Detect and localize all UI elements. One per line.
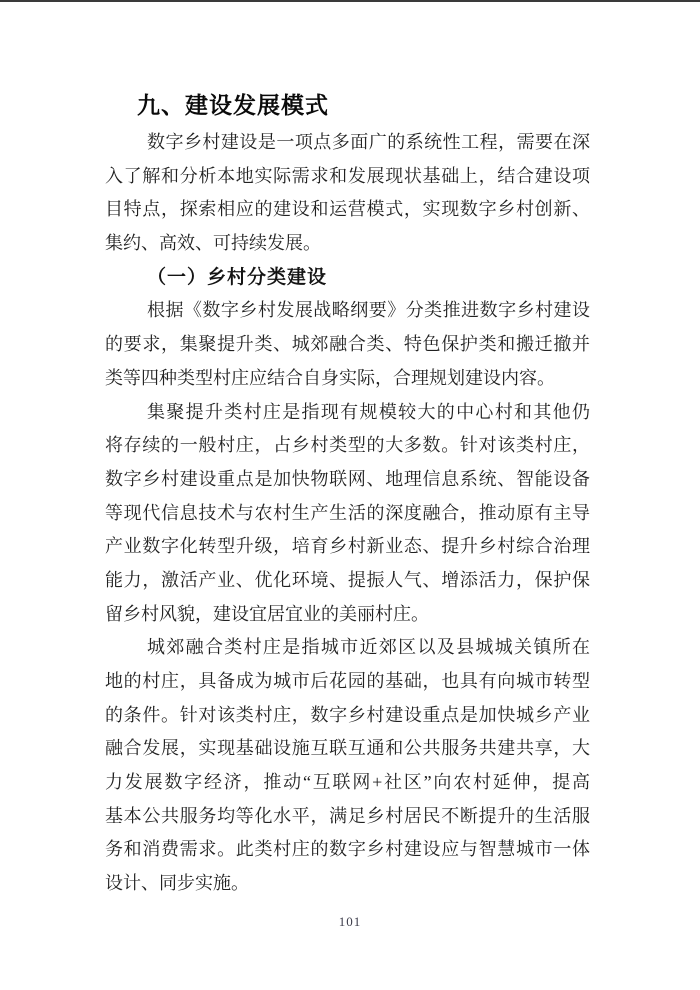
paragraph xyxy=(105,396,590,632)
page-number: 101 xyxy=(338,914,362,929)
text-line: 地的村庄，具备成为城市后花园的基础，也具有向城市转型 xyxy=(105,671,590,691)
text-line: 等现代信息技术与农村生产生活的深度融合，推动原有主导 xyxy=(105,502,590,523)
text-line: 集约、高效、可持续发展。 xyxy=(105,233,321,254)
text-line: 务和消费需求。此类村庄的数字乡村建设应与智慧城市一体 xyxy=(105,839,590,860)
text-line: 能力，激活产业、优化环境、提振人气、增添活力，保护保 xyxy=(105,569,590,590)
paragraph xyxy=(105,631,590,901)
subsection-heading: （一）乡村分类建设 xyxy=(147,266,328,288)
text-line: 的条件。针对该类村庄，数字乡村建设重点是加快城乡产业 xyxy=(105,704,590,725)
text-line: 根据《数字乡村发展战略纲要》分类推进数字乡村建设 xyxy=(147,300,590,321)
section-heading: 九、建设发展模式 xyxy=(137,93,329,119)
text-line: 将存续的一般村庄，占乡村类型的大多数。针对该类村庄， xyxy=(105,435,590,456)
text-line: 数字乡村建设重点是加快物联网、地理信息系统、智能设备 xyxy=(105,468,590,489)
text-line: 设计、同步实施。 xyxy=(105,873,249,894)
text-line: 留乡村风貌，建设宜居宜业的美丽村庄。 xyxy=(105,603,429,624)
text-line: 城郊融合类村庄是指城市近郊区以及县城城关镇所在 xyxy=(147,637,590,658)
text-line: 数字乡村建设是一项点多面广的系统性工程，需要在深 xyxy=(147,132,590,152)
paragraph xyxy=(105,294,590,395)
text-line: 类等四种类型村庄应结合自身实际，合理规划建设内容。 xyxy=(105,367,555,388)
text-line: 目特点，探索相应的建设和运营模式，实现数字乡村创新、 xyxy=(105,199,590,220)
text-line: 的要求，集聚提升类、城郊融合类、特色保护类和搬迁撤并 xyxy=(105,334,590,355)
paragraph xyxy=(105,126,590,261)
text-line: 基本公共服务均等化水平，满足乡村居民不断提升的生活服 xyxy=(105,805,590,826)
text-line: 集聚提升类村庄是指现有规模较大的中心村和其他仍 xyxy=(147,401,590,422)
document-body xyxy=(105,86,590,901)
text-line: 产业数字化转型升级，培育乡村新业态、提升乡村综合治理 xyxy=(105,536,590,557)
text-line: 力发展数字经济，推动“互联网+社区”向农村延伸，提高 xyxy=(105,772,590,793)
text-line: 入了解和分析本地实际需求和发展现状基础上，结合建设项 xyxy=(105,165,590,186)
text-line: 融合发展，实现基础设施互联互通和公共服务共建共享，大 xyxy=(105,738,590,759)
